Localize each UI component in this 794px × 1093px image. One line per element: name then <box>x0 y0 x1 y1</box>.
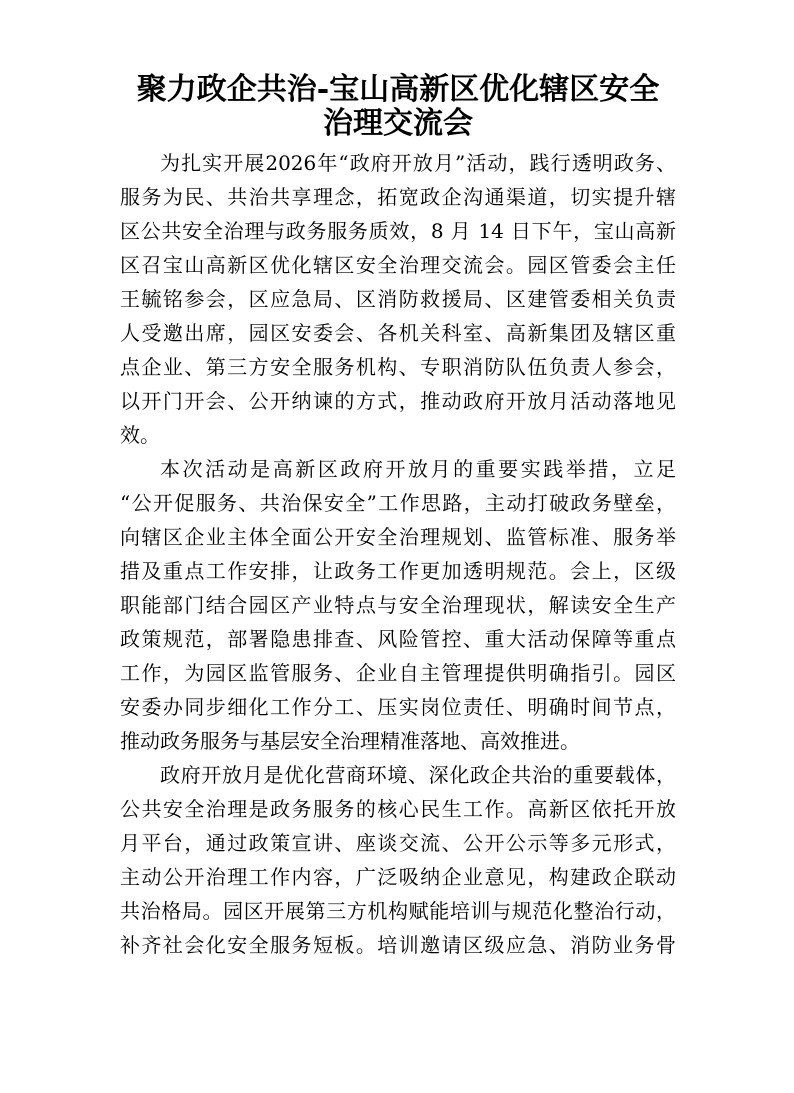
text-line: 工作，为园区监管服务、企业自主管理提供明确指引。园区 <box>120 661 676 685</box>
document-title-line-2: 治理交流会 <box>323 106 473 141</box>
text-line: 以开门开会、公开纳谏的方式，推动政府开放月活动落地见 <box>120 389 676 413</box>
paragraph-3 <box>120 758 676 962</box>
text-line: 月平台，通过政策宣讲、座谈交流、公开公示等多元形式， <box>120 831 676 855</box>
text-line: 服务为民、共治共享理念，拓宽政企沟通渠道，切实提升辖 <box>120 185 676 209</box>
text-line: 区公共安全治理与政务服务质效，8 月 14 日下午，宝山高新 <box>120 219 676 243</box>
text-line: 主动公开治理工作内容，广泛吸纳企业意见，构建政企联动 <box>120 865 676 889</box>
text-line: 安委办同步细化工作分工、压实岗位责任、明确时间节点， <box>120 695 676 719</box>
text-line: 为扎实开展2026年“政府开放月”活动，践行透明政务、 <box>160 151 676 175</box>
text-line: 人受邀出席，园区安委会、各机关科室、高新集团及辖区重 <box>120 321 676 345</box>
text-line: 推动政务服务与基层安全治理精准落地、高效推进。 <box>120 729 580 753</box>
text-line: 本次活动是高新区政府开放月的重要实践举措，立足 <box>160 457 676 481</box>
text-line: 共治格局。园区开展第三方机构赋能培训与规范化整治行动， <box>120 899 676 923</box>
text-line: 区召宝山高新区优化辖区安全治理交流会。园区管委会主任 <box>120 253 676 277</box>
paragraph-1 <box>120 146 676 452</box>
text-line: 政策规范，部署隐患排查、风险管控、重大活动保障等重点 <box>120 627 676 651</box>
text-line: 补齐社会化安全服务短板。培训邀请区级应急、消防业务骨 <box>120 933 676 957</box>
text-line: 政府开放月是优化营商环境、深化政企共治的重要载体， <box>160 763 676 787</box>
text-line: 向辖区企业主体全面公开安全治理规划、监管标准、服务举 <box>120 525 676 549</box>
text-line: 措及重点工作安排，让政务工作更加透明规范。会上，区级 <box>120 559 676 583</box>
paragraph-2 <box>120 452 676 758</box>
document-body <box>120 146 676 962</box>
text-line: 点企业、第三方安全服务机构、专职消防队伍负责人参会， <box>120 355 676 379</box>
document-title-line-1: 聚力政企共治-宝山高新区优化辖区安全 <box>136 72 660 107</box>
text-line: “公开促服务、共治保安全”工作思路，主动打破政务壁垒， <box>120 491 676 515</box>
text-line: 效。 <box>120 423 160 447</box>
text-line: 公共安全治理是政务服务的核心民生工作。高新区依托开放 <box>120 797 676 821</box>
text-line: 王毓铭参会，区应急局、区消防救援局、区建管委相关负责 <box>120 287 676 311</box>
text-line: 职能部门结合园区产业特点与安全治理现状，解读安全生产 <box>120 593 676 617</box>
